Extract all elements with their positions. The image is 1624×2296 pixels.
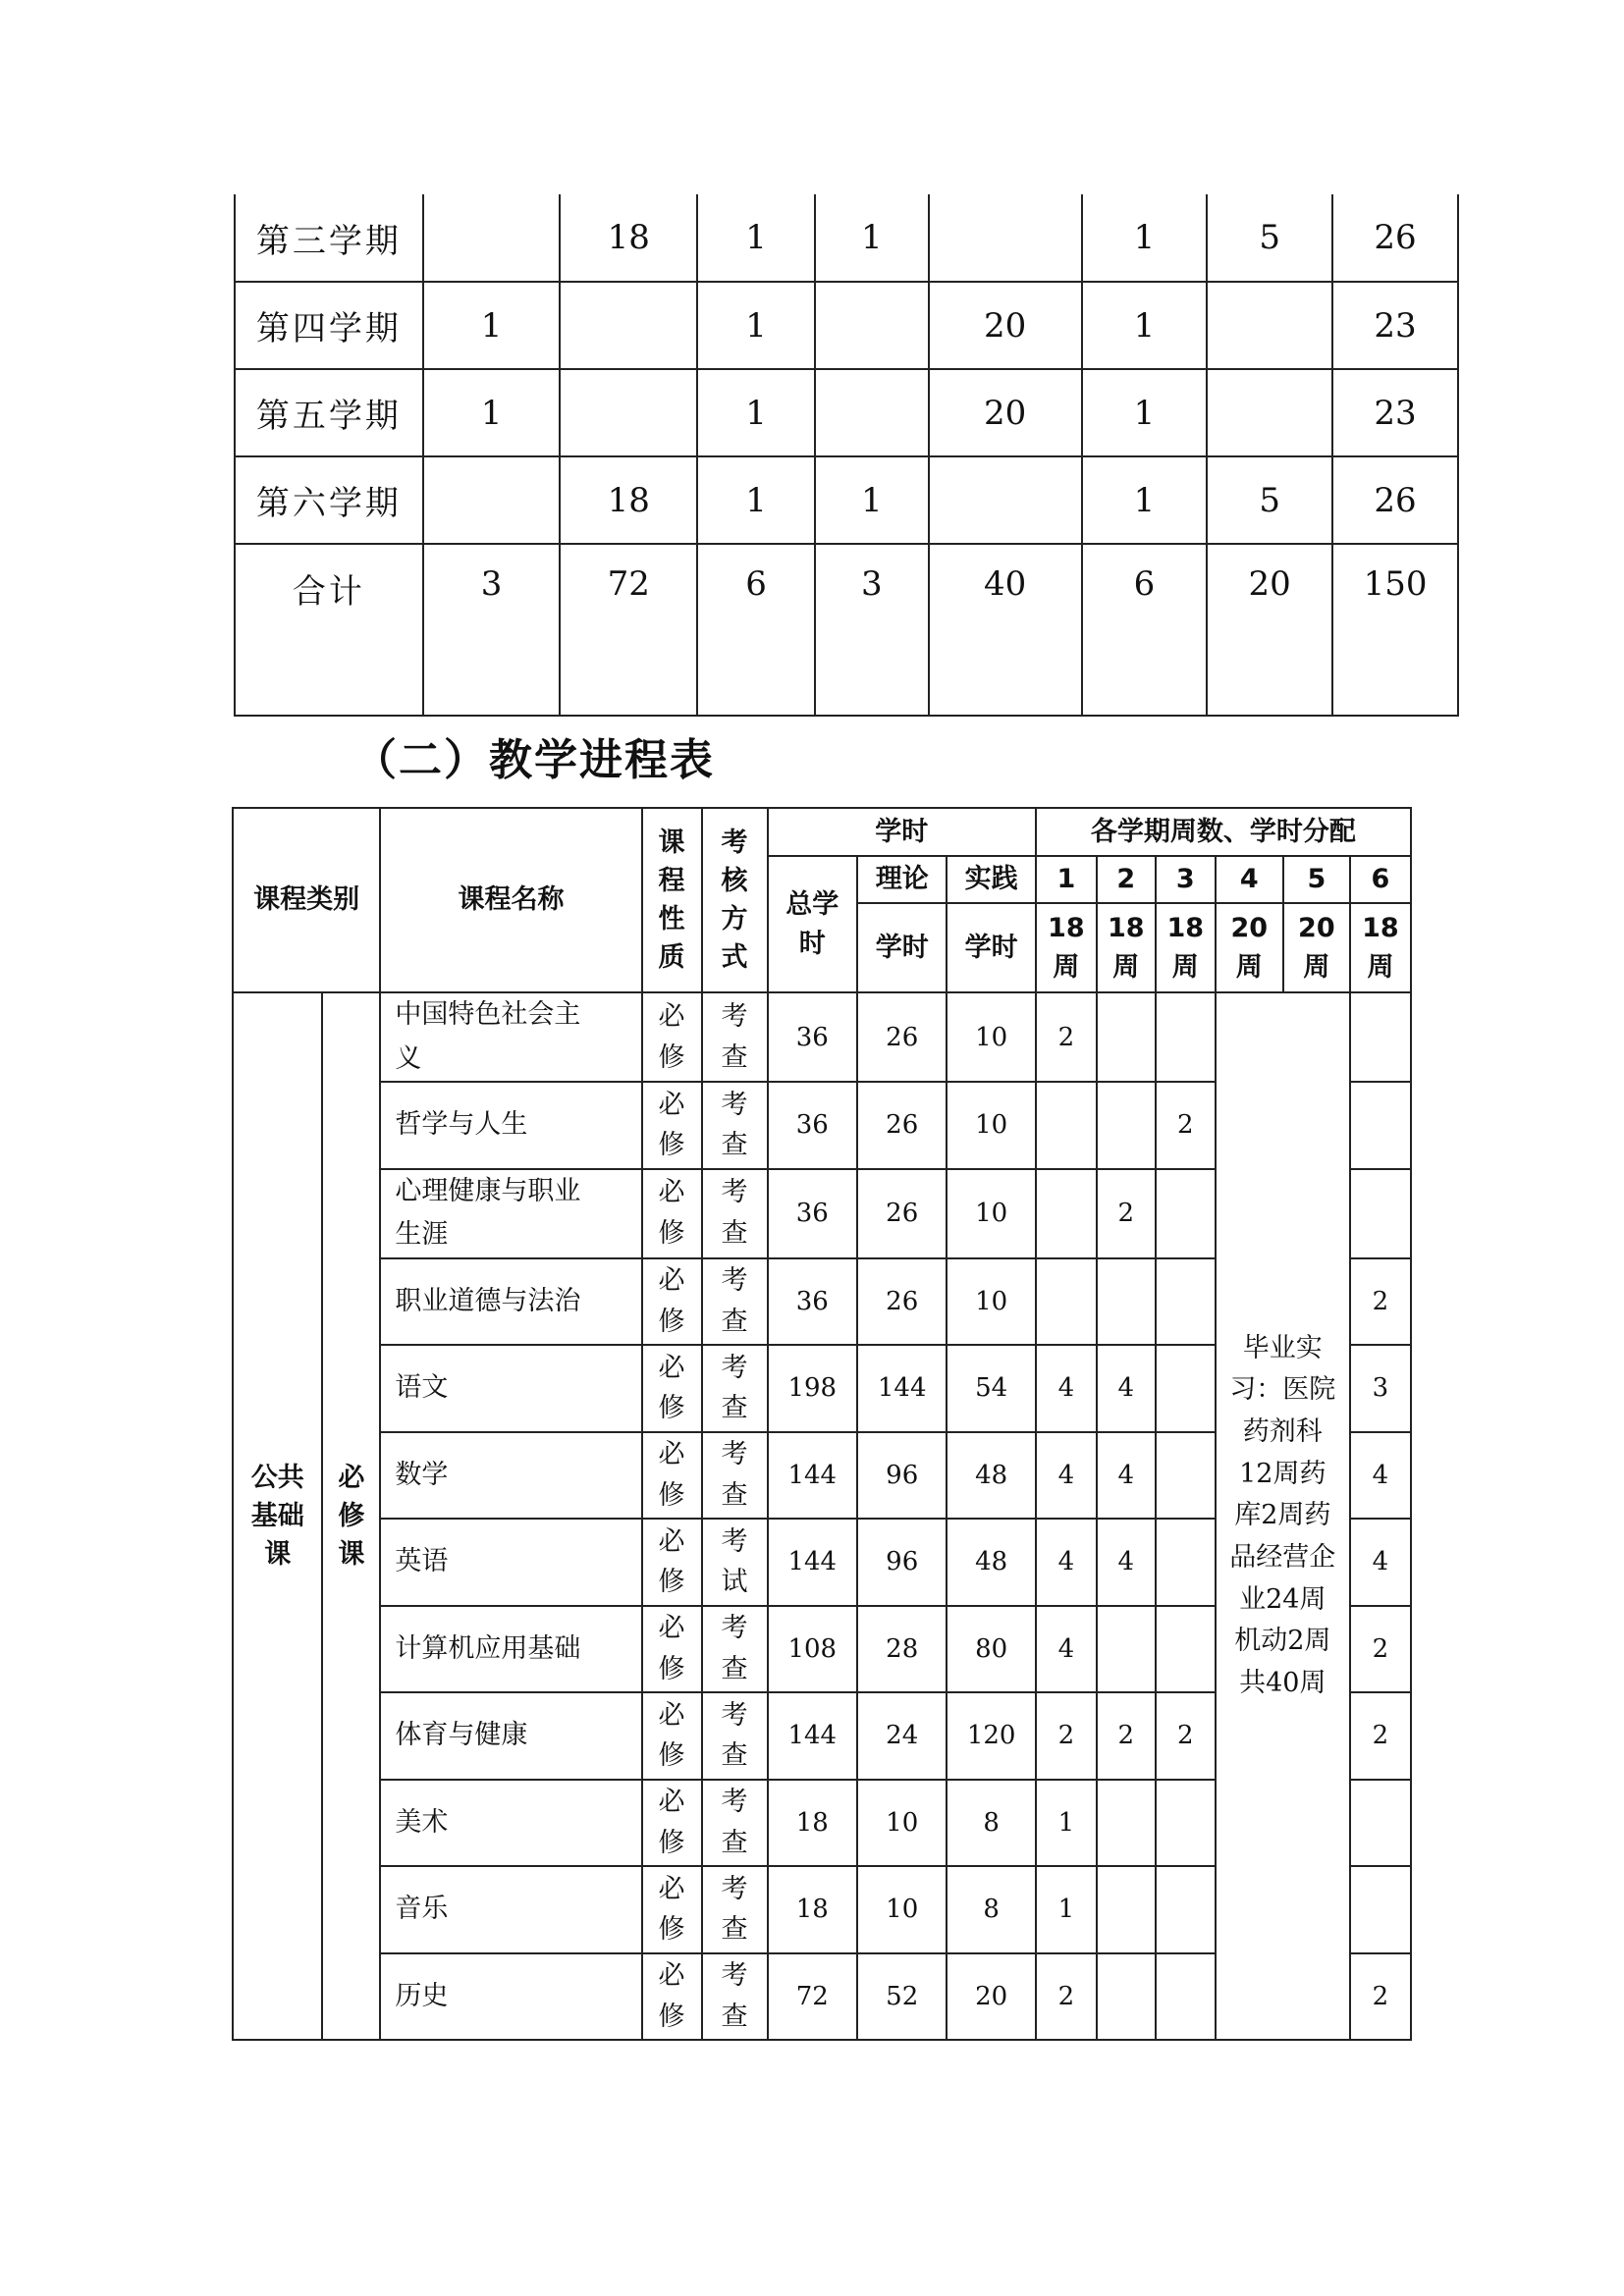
course-s2: 2 (1097, 1169, 1156, 1258)
cell: 150 (1332, 544, 1458, 716)
course-practice: 10 (947, 992, 1035, 1082)
course-s3 (1156, 1606, 1216, 1693)
cell: 1 (1082, 456, 1208, 544)
course-name: 美术 (380, 1780, 641, 1867)
course-s2 (1097, 1258, 1156, 1346)
course-s6 (1350, 1169, 1411, 1258)
header-nature: 课 程 性 质 (642, 808, 702, 992)
course-assessment: 考 查 (702, 1606, 768, 1693)
course-s3 (1156, 992, 1216, 1082)
course-theory: 96 (857, 1432, 947, 1520)
course-s3: 2 (1156, 1082, 1216, 1169)
course-s3 (1156, 1866, 1216, 1953)
header-sem-5: 5 (1283, 856, 1350, 903)
course-s2 (1097, 1780, 1156, 1867)
course-theory: 144 (857, 1345, 947, 1432)
course-theory: 28 (857, 1606, 947, 1693)
course-practice: 80 (947, 1606, 1035, 1693)
course-practice: 120 (947, 1692, 1035, 1780)
course-s1 (1036, 1258, 1097, 1346)
course-assessment: 考 查 (702, 1345, 768, 1432)
course-s2 (1097, 1606, 1156, 1693)
course-s6: 4 (1350, 1519, 1411, 1606)
course-total: 36 (768, 1258, 857, 1346)
course-nature: 必 修 (642, 1519, 702, 1606)
course-practice: 48 (947, 1432, 1035, 1520)
section-heading: （二）教学进程表 (353, 735, 715, 785)
cell: 1 (1082, 369, 1208, 456)
cell: 20 (929, 369, 1082, 456)
header-total-hours: 总学 时 (768, 856, 857, 992)
course-name: 职业道德与法治 (380, 1258, 641, 1346)
course-s2: 4 (1097, 1345, 1156, 1432)
cell: 1 (815, 456, 929, 544)
header-sem-2: 2 (1097, 856, 1156, 903)
semester-week-table (234, 194, 1459, 717)
total-row (235, 544, 1458, 716)
course-total: 144 (768, 1692, 857, 1780)
cell: 3 (815, 544, 929, 716)
course-assessment: 考 查 (702, 1780, 768, 1867)
header-assessment: 考 核 方 式 (702, 808, 768, 992)
course-s3 (1156, 1432, 1216, 1520)
course-s3 (1156, 1519, 1216, 1606)
course-assessment: 考 查 (702, 1082, 768, 1169)
course-s1: 2 (1036, 1953, 1097, 2041)
header-weeks-6: 18 周 (1350, 903, 1411, 992)
course-name: 数学 (380, 1432, 641, 1520)
course-assessment: 考 查 (702, 1258, 768, 1346)
course-s6: 2 (1350, 1692, 1411, 1780)
teaching-progress-table (232, 807, 1412, 2041)
course-s2: 4 (1097, 1519, 1156, 1606)
course-assessment: 考 试 (702, 1519, 768, 1606)
course-s6: 2 (1350, 1606, 1411, 1693)
course-s1: 4 (1036, 1432, 1097, 1520)
course-nature: 必 修 (642, 992, 702, 1082)
header-weeks-1: 18 周 (1036, 903, 1097, 992)
header-practice-sub: 学时 (947, 903, 1035, 992)
course-theory: 26 (857, 1082, 947, 1169)
header-category: 课程类别 (233, 808, 380, 992)
cell: 1 (815, 194, 929, 282)
cell (560, 282, 697, 369)
header-semesters: 各学期周数、学时分配 (1036, 808, 1411, 856)
course-name: 哲学与人生 (380, 1082, 641, 1169)
course-total: 36 (768, 1082, 857, 1169)
course-s1: 2 (1036, 1692, 1097, 1780)
cell: 23 (1332, 282, 1458, 369)
course-s6: 3 (1350, 1345, 1411, 1432)
cell: 72 (560, 544, 697, 716)
course-name: 中国特色社会主 义 (380, 992, 641, 1082)
course-s1: 4 (1036, 1606, 1097, 1693)
internship-note: 毕业实 习：医院 药剂科 12周药 库2周药 品经营企 业24周 机动2周 共40周 (1216, 992, 1350, 2040)
cell: 23 (1332, 369, 1458, 456)
header-sem-4: 4 (1216, 856, 1283, 903)
course-nature: 必 修 (642, 1692, 702, 1780)
course-s3 (1156, 1345, 1216, 1432)
course-theory: 52 (857, 1953, 947, 2041)
course-s3 (1156, 1169, 1216, 1258)
cell (1207, 282, 1332, 369)
course-total: 72 (768, 1953, 857, 2041)
course-nature: 必 修 (642, 1345, 702, 1432)
row-label: 第四学期 (235, 282, 423, 369)
course-total: 18 (768, 1866, 857, 1953)
course-name: 计算机应用基础 (380, 1606, 641, 1693)
course-practice: 10 (947, 1258, 1035, 1346)
cell: 5 (1207, 456, 1332, 544)
course-name: 历史 (380, 1953, 641, 2041)
course-assessment: 考 查 (702, 1866, 768, 1953)
cell: 1 (423, 369, 561, 456)
course-theory: 24 (857, 1692, 947, 1780)
cell: 20 (1207, 544, 1332, 716)
course-s1: 4 (1036, 1519, 1097, 1606)
course-s6 (1350, 1866, 1411, 1953)
row-label: 第六学期 (235, 456, 423, 544)
cell: 18 (560, 456, 697, 544)
course-total: 108 (768, 1606, 857, 1693)
course-s1: 1 (1036, 1780, 1097, 1867)
course-s1: 2 (1036, 992, 1097, 1082)
course-nature: 必 修 (642, 1953, 702, 2041)
semester-row (235, 194, 1458, 282)
header-weeks-3: 18 周 (1156, 903, 1216, 992)
course-name: 心理健康与职业 生涯 (380, 1169, 641, 1258)
course-s6 (1350, 1082, 1411, 1169)
course-s6: 2 (1350, 1953, 1411, 2041)
course-total: 144 (768, 1519, 857, 1606)
header-theory-sub: 学时 (857, 903, 947, 992)
course-nature: 必 修 (642, 1432, 702, 1520)
course-assessment: 考 查 (702, 1432, 768, 1520)
course-s1 (1036, 1169, 1097, 1258)
cell: 6 (1082, 544, 1208, 716)
header-sem-6: 6 (1350, 856, 1411, 903)
cell: 1 (697, 369, 815, 456)
cell (1207, 369, 1332, 456)
header-sem-3: 3 (1156, 856, 1216, 903)
course-s2 (1097, 992, 1156, 1082)
semester-row (235, 282, 1458, 369)
cell: 6 (697, 544, 815, 716)
row-label: 第三学期 (235, 194, 423, 282)
cell: 1 (697, 456, 815, 544)
course-practice: 10 (947, 1082, 1035, 1169)
course-name: 语文 (380, 1345, 641, 1432)
cell (929, 194, 1082, 282)
course-total: 18 (768, 1780, 857, 1867)
course-s6 (1350, 1780, 1411, 1867)
cell: 1 (1082, 194, 1208, 282)
cell: 1 (697, 194, 815, 282)
header-weeks-5: 20 周 (1283, 903, 1350, 992)
cell: 1 (423, 282, 561, 369)
course-s1: 1 (1036, 1866, 1097, 1953)
cell: 1 (1082, 282, 1208, 369)
cell: 18 (560, 194, 697, 282)
course-total: 144 (768, 1432, 857, 1520)
course-s2: 2 (1097, 1692, 1156, 1780)
header-hours: 学时 (768, 808, 1036, 856)
course-name: 英语 (380, 1519, 641, 1606)
course-total: 198 (768, 1345, 857, 1432)
cell: 1 (697, 282, 815, 369)
course-s3: 2 (1156, 1692, 1216, 1780)
course-s2 (1097, 1953, 1156, 2041)
course-nature: 必 修 (642, 1606, 702, 1693)
cell: 3 (423, 544, 561, 716)
course-assessment: 考 查 (702, 992, 768, 1082)
course-row (233, 992, 1411, 1082)
course-practice: 10 (947, 1169, 1035, 1258)
header-weeks-2: 18 周 (1097, 903, 1156, 992)
course-nature: 必 修 (642, 1169, 702, 1258)
course-assessment: 考 查 (702, 1692, 768, 1780)
cell (929, 456, 1082, 544)
cell (423, 194, 561, 282)
course-name: 音乐 (380, 1866, 641, 1953)
course-s3 (1156, 1780, 1216, 1867)
course-s2 (1097, 1866, 1156, 1953)
group-label: 公共 基础 课 (233, 992, 322, 2040)
course-theory: 26 (857, 1258, 947, 1346)
course-theory: 26 (857, 992, 947, 1082)
course-s6 (1350, 992, 1411, 1082)
course-practice: 48 (947, 1519, 1035, 1606)
course-s2: 4 (1097, 1432, 1156, 1520)
cell (560, 369, 697, 456)
course-s1 (1036, 1082, 1097, 1169)
row-label: 第五学期 (235, 369, 423, 456)
course-s2 (1097, 1082, 1156, 1169)
course-theory: 10 (857, 1780, 947, 1867)
cell: 26 (1332, 456, 1458, 544)
header-practice: 实践 (947, 856, 1035, 903)
course-s6: 2 (1350, 1258, 1411, 1346)
cell: 20 (929, 282, 1082, 369)
course-total: 36 (768, 992, 857, 1082)
header-weeks-4: 20 周 (1216, 903, 1283, 992)
course-s6: 4 (1350, 1432, 1411, 1520)
header-course-name: 课程名称 (380, 808, 641, 992)
header-sem-1: 1 (1036, 856, 1097, 903)
course-nature: 必 修 (642, 1780, 702, 1867)
semester-row (235, 456, 1458, 544)
course-s3 (1156, 1258, 1216, 1346)
course-s3 (1156, 1953, 1216, 2041)
course-theory: 10 (857, 1866, 947, 1953)
subgroup-label: 必 修 课 (322, 992, 380, 2040)
cell (815, 282, 929, 369)
row-label: 合计 (235, 544, 423, 716)
course-total: 36 (768, 1169, 857, 1258)
cell: 5 (1207, 194, 1332, 282)
course-practice: 8 (947, 1866, 1035, 1953)
course-s1: 4 (1036, 1345, 1097, 1432)
course-nature: 必 修 (642, 1082, 702, 1169)
course-practice: 8 (947, 1780, 1035, 1867)
course-assessment: 考 查 (702, 1953, 768, 2041)
cell: 26 (1332, 194, 1458, 282)
course-nature: 必 修 (642, 1866, 702, 1953)
course-theory: 96 (857, 1519, 947, 1606)
course-practice: 54 (947, 1345, 1035, 1432)
cell (423, 456, 561, 544)
course-name: 体育与健康 (380, 1692, 641, 1780)
header-theory: 理论 (857, 856, 947, 903)
course-nature: 必 修 (642, 1258, 702, 1346)
course-assessment: 考 查 (702, 1169, 768, 1258)
cell: 40 (929, 544, 1082, 716)
semester-row (235, 369, 1458, 456)
cell (815, 369, 929, 456)
course-practice: 20 (947, 1953, 1035, 2041)
course-theory: 26 (857, 1169, 947, 1258)
